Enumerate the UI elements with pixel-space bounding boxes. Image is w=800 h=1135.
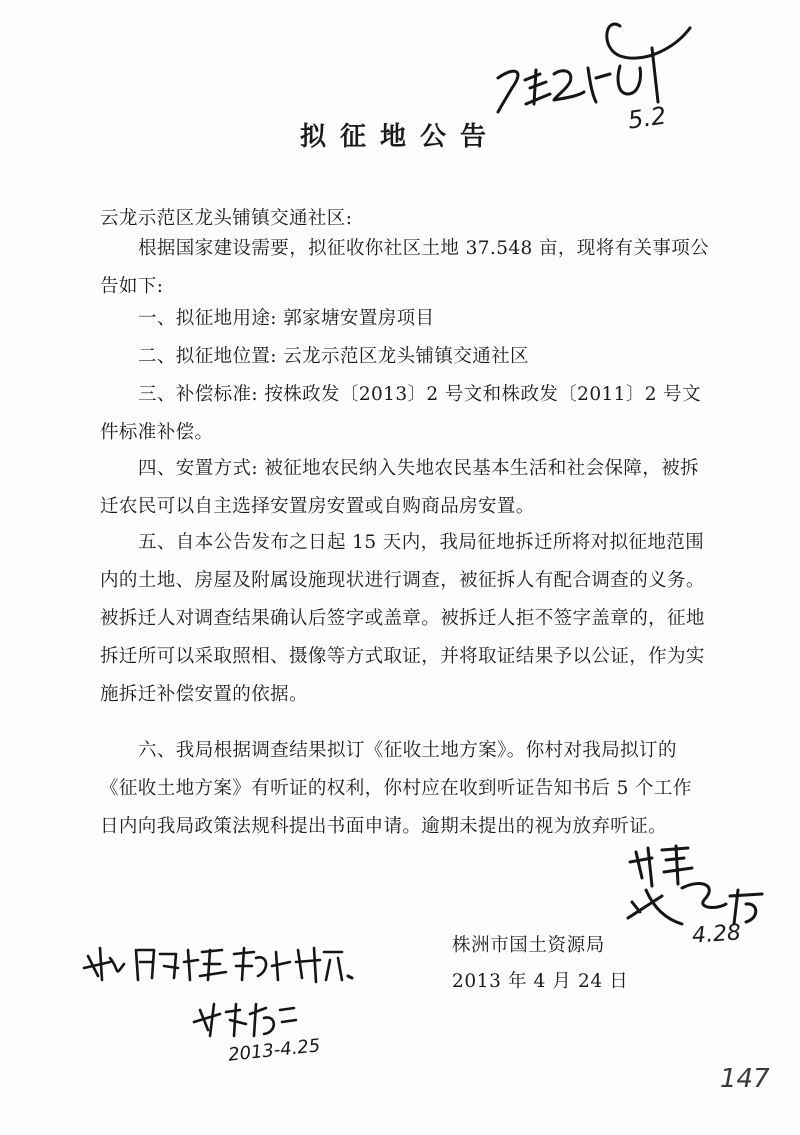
handwritten-approval-note <box>80 940 370 1070</box>
item-4-resettlement: 四、安置方式: 被征地农民纳入失地农民基本生活和社会保障，被拆迁农民可以自主选择安置房安置或自购商品房安置。 <box>100 458 700 517</box>
handwritten-date-2013-4-25: 2013-4.25 <box>227 1035 322 1066</box>
addressee: 云龙示范区龙头铺镇交通社区: <box>100 208 353 229</box>
item-3-compensation: 三、补偿标准: 按株政发〔2013〕2 号文和株政发〔2011〕2 号文件标准补偿。 <box>100 384 701 443</box>
intro-paragraph: 根据国家建设需要，拟征收你社区土地 37.548 亩，现将有关事项公告如下: <box>100 238 710 297</box>
issuer-block <box>452 928 628 1000</box>
notice-title: 拟征地公告 <box>299 122 500 152</box>
handwritten-date-4-28: 4.28 <box>691 920 742 949</box>
item-2-location: 二、拟征地位置: 云龙示范区龙头铺镇交通社区 <box>138 346 529 367</box>
item-6-hearing: 六、我局根据调查结果拟订《征收土地方案》。你村对我局拟订的《征收土地方案》有听证的权利，你村应在收到听证告知书后 5 个工作日内向我局政策法规科提出书面申请。逾期未提出的视为放弃听证。 <box>100 740 692 837</box>
item-1-purpose: 一、拟征地用途: 郭家塘安置房项目 <box>138 308 435 329</box>
handwritten-note-5-2: 5.2 <box>626 101 668 135</box>
issue-date: 2013 年 4 月 24 日 <box>452 971 629 992</box>
item-5-investigation: 五、自本公告发布之日起 15 天内，我局征地拆迁所将对拟征地范围内的土地、房屋及附属设施现状进行调查，被征拆人有配合调查的义务。被拆迁人对调查结果确认后签字或盖章。被拆迁人拒不签字盖章的，征地拆迁所可以采取照相、摄像等方式取证，并将取证结果予以公证，作为实施拆迁补偿安置的依据。 <box>100 532 705 705</box>
issuer-name: 株洲市国土资源局 <box>452 935 605 956</box>
handwritten-page-number: 147 <box>720 1064 770 1094</box>
